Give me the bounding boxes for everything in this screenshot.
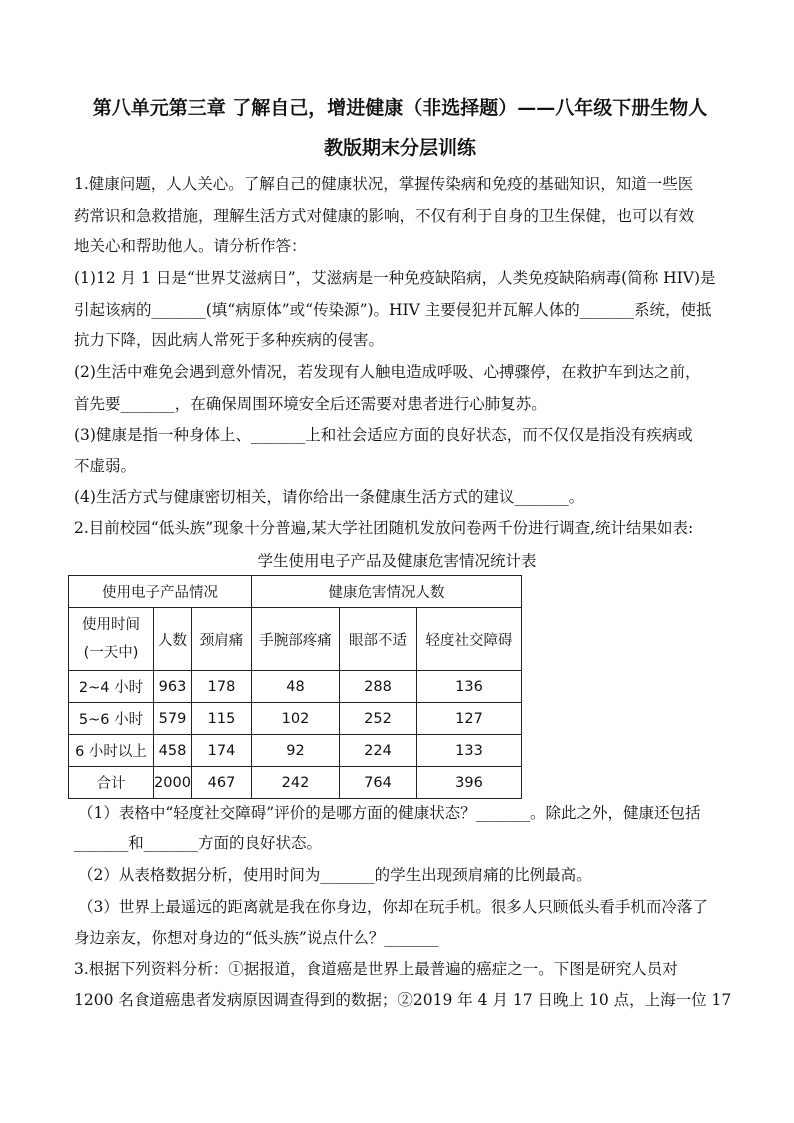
table-row <box>69 767 522 799</box>
table-cell: 133 <box>417 735 522 767</box>
group-header-harm: 健康危害情况人数 <box>252 576 522 608</box>
q2-intro: 2.目前校园“低头族”现象十分普遍,某大学社团随机发放问卷两千份进行调查,统计结果如表: <box>74 519 694 537</box>
title-line-1: 第八单元第三章 了解自己，增进健康（非选择题）——八年级下册生物人 <box>92 97 708 119</box>
table-row <box>69 703 522 735</box>
q2-sub3-line-2: 身边亲友，你想对身边的“低头族”说点什么？_______ <box>74 929 439 947</box>
q2-sub3-line-1: （3）世界上最遥远的距离就是我在你身边，你却在玩手机。很多人只顾低头看手机而冷落了 <box>78 898 708 916</box>
q2-sub2: （2）从表格数据分析，使用时间为_______的学生出现颈肩痛的比例最高。 <box>78 866 592 884</box>
table-caption: 学生使用电子产品及健康危害情况统计表 <box>257 552 537 570</box>
table-cell: 178 <box>192 671 252 703</box>
stats-table <box>68 575 522 799</box>
table-cell: 127 <box>417 703 522 735</box>
table-cell: 288 <box>340 671 417 703</box>
table-cell: 174 <box>192 735 252 767</box>
col-header-social: 轻度社交障碍 <box>417 608 522 671</box>
col-header-time-line-1: 使用时间 <box>82 617 140 633</box>
q1-part4: (4)生活方式与健康密切相关，请你给出一条健康生活方式的建议_______。 <box>74 488 585 506</box>
table-cell: 2~4 小时 <box>69 671 154 703</box>
q3-line-2: 1200 名食道癌患者发病原因调查得到的数据；②2019 年 4 月 17 日晚上 10 点，上海一位 17 <box>74 991 732 1009</box>
table-column-header-row <box>69 608 522 671</box>
q2-sub1-line-2: _______和_______方面的良好状态。 <box>74 834 323 852</box>
q1-intro-line-2: 药常识和急救措施，理解生活方式对健康的影响，不仅有利于自身的卫生保健，也可以有效 <box>74 207 695 225</box>
q1-part2-line-1: (2)生活中难免会遇到意外情况，若发现有人触电造成呼吸、心搏骤停，在救护车到达之前， <box>74 363 701 381</box>
table-cell: 224 <box>340 735 417 767</box>
col-header-time <box>69 608 154 671</box>
q1-part3-line-1: (3)健康是指一种身体上、_______上和社会适应方面的良好状态，而不仅仅是指没有疾病或 <box>74 426 693 444</box>
table-cell: 764 <box>340 767 417 799</box>
q1-part2-line-2: 首先要_______，在确保周围环境安全后还需要对患者进行心肺复苏。 <box>74 395 547 413</box>
table-cell: 92 <box>252 735 340 767</box>
table-cell: 458 <box>154 735 192 767</box>
table-cell: 242 <box>252 767 340 799</box>
table-cell: 6 小时以上 <box>69 735 154 767</box>
col-header-neck: 颈肩痛 <box>192 608 252 671</box>
table-cell: 396 <box>417 767 522 799</box>
table-cell: 467 <box>192 767 252 799</box>
table-cell: 136 <box>417 671 522 703</box>
q1-intro-line-1: 1.健康问题，人人关心。了解自己的健康状况，掌握传染病和免疫的基础知识，知道一些医 <box>74 175 694 193</box>
table-cell: 579 <box>154 703 192 735</box>
q1-part1-line-3: 抗力下降，因此病人常死于多种疾病的侵害。 <box>74 331 385 349</box>
table-cell: 115 <box>192 703 252 735</box>
q1-part1-line-2: 引起该病的_______(填“病原体”或“传染源”)。HIV 主要侵犯并瓦解人体的_______系统，使抵 <box>74 301 712 319</box>
q2-sub1-line-1: （1）表格中“轻度社交障碍”评价的是哪方面的健康状态？_______。除此之外，健康还包括 <box>78 804 701 822</box>
table-row <box>69 735 522 767</box>
q1-part3-line-2: 不虚弱。 <box>74 457 137 475</box>
q1-part1-line-1: (1)12 月 1 日是“世界艾滋病日”，艾滋病是一种免疫缺陷病，人类免疫缺陷病毒(简称 HIV)是 <box>74 269 716 287</box>
table-cell: 963 <box>154 671 192 703</box>
q3-line-1: 3.根据下列资料分析：①据报道，食道癌是世界上最普遍的癌症之一。下图是研究人员对 <box>74 960 678 978</box>
table-cell: 252 <box>340 703 417 735</box>
group-header-usage: 使用电子产品情况 <box>69 576 252 608</box>
col-header-wrist: 手腕部疼痛 <box>252 608 340 671</box>
table-cell: 102 <box>252 703 340 735</box>
table-group-header-row <box>69 576 522 608</box>
title-line-2: 教版期末分层训练 <box>323 137 476 159</box>
table-cell: 合计 <box>69 767 154 799</box>
col-header-time-line-2: (一天中) <box>83 645 139 661</box>
table-cell: 5~6 小时 <box>69 703 154 735</box>
table-row <box>69 671 522 703</box>
table-cell: 2000 <box>154 767 192 799</box>
table-cell: 48 <box>252 671 340 703</box>
col-header-count: 人数 <box>154 608 192 671</box>
q1-intro-line-3: 地关心和帮助他人。请分析作答： <box>74 237 307 255</box>
col-header-eye: 眼部不适 <box>340 608 417 671</box>
